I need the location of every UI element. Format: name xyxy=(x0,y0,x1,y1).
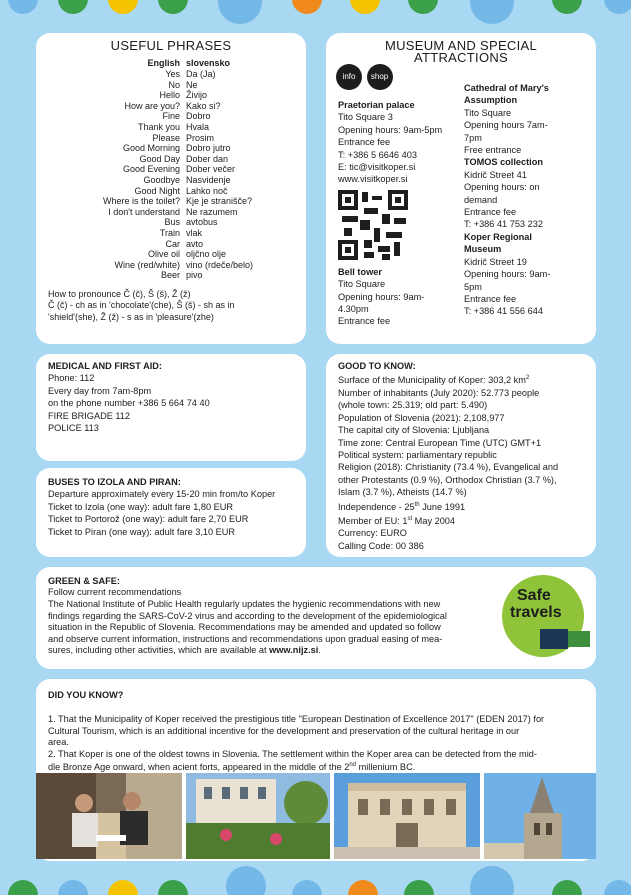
cathedral-details xyxy=(464,107,584,157)
detail-line: Time zone: Central European Time (UTC) GMT+1 xyxy=(338,437,542,448)
detail-line: Opening hours: on xyxy=(464,182,540,193)
phrase-english: Bus xyxy=(164,217,180,228)
detail-line: Ticket to Portorož (one way): adult fare 2,70 EUR xyxy=(48,514,249,525)
decor-dot xyxy=(292,880,322,895)
green-last-dot: . xyxy=(318,645,321,656)
green-title: GREEN & SAFE: xyxy=(48,576,120,586)
pronunciation-note xyxy=(48,289,294,323)
detail-line: Ticket to Piran (one way): adult fare 3,10 EUR xyxy=(48,526,236,537)
medical-card xyxy=(36,354,306,461)
detail-line: 7pm xyxy=(464,132,482,143)
detail-line: T: +386 41 556 644 xyxy=(464,306,543,317)
photo-cafe-couple xyxy=(36,773,182,859)
detail-line: Entrance fee xyxy=(338,316,391,327)
detail-line: The capital city of Slovenia: Ljubljana xyxy=(338,425,490,436)
safe-travels-badge xyxy=(502,575,584,657)
decor-dot xyxy=(404,880,434,895)
cathedral-name xyxy=(464,82,584,107)
good-surface xyxy=(338,372,584,386)
detail-line: Entrance fee xyxy=(464,207,517,218)
detail-line: Islam (3.7 %), Atheists (14.7 %) xyxy=(338,487,467,498)
detail-line: Population of Slovenia (2021): 2,108,977 xyxy=(338,412,505,423)
didyou-p2-end: millenium BC. xyxy=(356,762,416,773)
decor-dot xyxy=(292,0,322,14)
decor-dot xyxy=(470,0,514,24)
detail-line: E: tic@visitkoper.si xyxy=(338,162,416,173)
detail-line: Entrance fee xyxy=(464,293,517,304)
detail-line: 4.30pm xyxy=(338,304,369,315)
safe-travels-line2: travels xyxy=(510,604,562,621)
decor-dot xyxy=(552,0,582,14)
decor-dot xyxy=(158,880,188,895)
phrases-title: USEFUL PHRASES xyxy=(110,38,232,53)
didyou-point-1 xyxy=(48,714,584,748)
phrase-english: Please xyxy=(152,132,180,143)
detail-line: Number of inhabitants (July 2020): 52.773 people xyxy=(338,387,540,398)
didyou-p2-sup: nd xyxy=(349,762,357,769)
good-eu xyxy=(338,513,584,527)
detail-line: (whole town: 25.319; old part: 5.490) xyxy=(338,400,488,411)
buses-details xyxy=(48,488,294,538)
decor-dot xyxy=(58,0,88,14)
phrase-slovene: Nasvidenje xyxy=(186,174,231,185)
photo-garden-palace xyxy=(186,773,330,859)
detail-line: www.visitkoper.si xyxy=(338,174,408,185)
detail-line: Tito Square xyxy=(338,279,386,290)
useful-phrases-card xyxy=(36,33,306,344)
detail-line: POLICE 113 xyxy=(48,423,99,434)
decor-dot xyxy=(108,880,138,895)
phrase-slovene: Kje je stranišče? xyxy=(186,196,253,207)
phrase-slovene: avto xyxy=(186,238,204,249)
phrase-slovene: Da (Ja) xyxy=(186,69,216,79)
phrase-slovene: Ne xyxy=(186,79,198,90)
phrase-slovene: Hvala xyxy=(186,121,210,132)
phrase-english: Fine xyxy=(162,111,180,122)
detail-line: Cultural Tourism, which is an additional incentive for the development and preservation of the cultural heritage in our xyxy=(48,725,520,736)
detail-line: Phone: 112 xyxy=(48,373,95,384)
independence-date: June 1991 xyxy=(419,501,466,512)
phrase-slovene: Dobro xyxy=(186,111,211,122)
detail-line: demand xyxy=(464,194,498,205)
green-last-text: sures, including other activities, which are available at xyxy=(48,645,270,656)
detail-line: T: +386 5 6646 403 xyxy=(338,149,417,160)
phrase-slovene: vlak xyxy=(186,227,203,238)
phrase-english: Thank you xyxy=(137,121,180,132)
eu-sup: st xyxy=(407,516,413,522)
pronunciation-line: 'shield'(she), Ž (ž) - s as in 'pleasure'(zhe) xyxy=(48,311,214,322)
didyou-point-2 xyxy=(48,749,584,774)
tomos-collection-details xyxy=(464,169,584,231)
surface-sup: 2 xyxy=(525,375,530,382)
phrase-slovene: Živijo xyxy=(186,90,208,101)
decor-dot xyxy=(350,0,380,14)
phrase-english: No xyxy=(168,79,180,90)
detail-line: findings regarding the SARS-CoV-2 virus and according to the development of the epidemiological xyxy=(48,610,447,621)
detail-line: other Protestants (0.9 %), Orthodox Christian (3.7 %), xyxy=(338,474,557,485)
phrase-english: Good Evening xyxy=(122,164,180,175)
detail-line: Every day from 7am-8pm xyxy=(48,385,152,396)
phrase-slovene: Prosim xyxy=(186,132,215,143)
good-title: GOOD TO KNOW: xyxy=(338,361,416,371)
phrase-slovene: vino (rdeče/belo) xyxy=(186,259,254,270)
slovenia-logo xyxy=(568,631,590,647)
detail-line: Tito Square 3 xyxy=(338,112,393,123)
eu-text: Member of EU: 1 xyxy=(338,516,408,527)
decor-dot xyxy=(108,0,138,14)
decor-dot xyxy=(226,866,266,895)
qr-code xyxy=(338,190,408,260)
info-badge: info xyxy=(336,64,362,90)
didyou-p2-line2 xyxy=(48,760,584,773)
eu-date: May 2004 xyxy=(412,516,456,527)
photo-bell-tower xyxy=(484,773,596,859)
didyou-title: DID YOU KNOW? xyxy=(48,690,124,700)
phrase-slovene: Lahko noč xyxy=(186,185,228,196)
detail-line: Kidrič Street 19 xyxy=(464,256,527,267)
detail-line: Opening hours 7am- xyxy=(464,120,548,131)
detail-line: Follow current recommendations xyxy=(48,587,182,598)
museum-col-right xyxy=(464,82,584,318)
good-details-a xyxy=(338,387,584,499)
museum-card xyxy=(326,33,596,344)
decor-dot xyxy=(470,866,514,895)
buses-title: BUSES TO IZOLA AND PIRAN: xyxy=(48,477,181,487)
detail-line: FIRE BRIGADE 112 xyxy=(48,410,131,421)
phrase-english: Wine (red/white) xyxy=(114,259,180,270)
bell-tower-details xyxy=(338,278,456,328)
detail-line: situation in the Republic of Slovenia. Recommendations may be amended and updated so follow xyxy=(48,622,441,633)
good-to-know-card xyxy=(326,354,596,557)
detail-line: Kidrič Street 41 xyxy=(464,169,527,180)
detail-line: 5pm xyxy=(464,281,482,292)
regional-museum-name xyxy=(464,231,584,256)
phrase-slovene: oljčno olje xyxy=(186,249,227,260)
name-line: Museum xyxy=(464,244,502,255)
detail-line: area. xyxy=(48,737,69,748)
detail-line: Religion (2018): Christianity (73.4 %), Evangelical and xyxy=(338,462,559,473)
phrase-english: Where is the toilet? xyxy=(102,196,180,207)
phrase-english: Goodbye xyxy=(143,174,180,185)
buses-card xyxy=(36,468,306,557)
decor-dot xyxy=(218,0,262,24)
decor-dot xyxy=(58,880,88,895)
phrase-slovene: Ne razumem xyxy=(186,206,238,217)
detail-line: Currency: EURO xyxy=(338,528,407,539)
detail-line: Entrance fee xyxy=(338,137,391,148)
praetorian-palace-details xyxy=(338,111,456,185)
detail-line: on the phone number +386 5 664 74 40 xyxy=(48,398,210,409)
detail-line: Calling Code: 00 386 xyxy=(338,540,424,551)
green-last-line xyxy=(48,645,584,657)
independence-text: Independence - 25 xyxy=(338,501,415,512)
decor-dot xyxy=(408,0,438,14)
phrases-table xyxy=(48,58,294,280)
good-independence xyxy=(338,499,584,513)
didyou-p2-line1: 2. That Koper is one of the oldest towns in Slovenia. The settlement within the Koper area can be detected from the mid- xyxy=(48,748,537,759)
decor-dot xyxy=(604,0,631,14)
phrase-english: Yes xyxy=(165,69,180,79)
detail-line: Departure approximately every 15-20 min from/to Koper xyxy=(48,489,276,500)
detail-line: Political system: parliamentary republic xyxy=(338,449,497,460)
museum-title: MUSEUM AND SPECIAL ATTRACTIONS xyxy=(384,38,538,66)
good-details-b xyxy=(338,527,584,552)
surface-text: Surface of the Municipality of Koper: 303,2 km xyxy=(338,375,526,386)
phrase-english: How are you? xyxy=(124,100,180,111)
decor-dot xyxy=(158,0,188,14)
independence-sup: th xyxy=(414,501,420,508)
phrase-slovene: Dobro jutro xyxy=(186,143,231,154)
phrase-english: Car xyxy=(165,238,180,249)
museum-col-left xyxy=(338,99,456,328)
name-line: Assumption xyxy=(464,95,518,106)
tomos-collection-name: TOMOS collection xyxy=(464,157,543,168)
regional-museum-details xyxy=(464,256,584,318)
decor-dot xyxy=(348,880,378,895)
phrase-english: I don't understand xyxy=(108,206,180,217)
decor-dot xyxy=(604,880,631,895)
phrase-english: Beer xyxy=(160,270,180,281)
pronunciation-line: How to pronounce Č (č), Š (š), Ž (ž) xyxy=(48,288,191,299)
bell-tower-name: Bell tower xyxy=(338,266,382,277)
detail-line: Opening hours: 9am- xyxy=(338,291,425,302)
phrase-english: Good Day xyxy=(139,153,180,164)
detail-line: 1. That the Municipality of Koper received the prestigious title "European Destination of Excellence 2017" (EDEN 2017) for xyxy=(48,714,545,725)
museum-badges xyxy=(336,64,395,90)
name-line: Cathedral of Mary's xyxy=(464,83,549,93)
medical-details xyxy=(48,372,294,434)
safe-travels-line1: Safe xyxy=(517,587,551,604)
detail-line: Tito Square xyxy=(464,107,512,118)
detail-line: T: +386 41 753 232 xyxy=(464,219,543,230)
phrase-slovene: Dober večer xyxy=(186,164,236,175)
phrase-slovene: Dober dan xyxy=(186,153,229,164)
name-line: Koper Regional xyxy=(464,231,532,242)
wttc-logo xyxy=(540,629,568,649)
detail-line: and observe current information, instructions and recommendations upon gradual easing of mea- xyxy=(48,633,443,644)
decor-dot xyxy=(552,880,582,895)
nijz-link[interactable]: www.nijz.si xyxy=(269,645,319,656)
didyou-p2-text: dle Bronze Age onward, when acient forts, appeared in the middle of the 2 xyxy=(48,762,350,773)
detail-line: The National Institute of Public Health regularly updates the hygienic recommendations with new xyxy=(48,599,441,609)
phrase-slovene: pivo xyxy=(186,270,203,281)
praetorian-palace-name: Praetorian palace xyxy=(338,100,415,110)
medical-title: MEDICAL AND FIRST AID: xyxy=(48,361,162,371)
phrases-header-slovene: slovensko xyxy=(186,58,231,69)
phrase-english: Good Morning xyxy=(122,143,180,154)
photo-praetorian-palace xyxy=(334,773,480,859)
phrases-header-english: English xyxy=(147,58,180,69)
detail-line: Ticket to Izola (one way): adult fare 1,80 EUR xyxy=(48,501,234,512)
phrase-english: Hello xyxy=(159,90,180,101)
detail-line: Opening hours: 9am- xyxy=(464,269,551,280)
phrase-english: Olive oil xyxy=(147,249,180,260)
phrase-english: Good Night xyxy=(134,185,180,196)
detail-line: Free entrance xyxy=(464,145,522,156)
decor-dot xyxy=(8,0,38,14)
pronunciation-line: Č (č) - ch as in 'chocolate'(che), Š (š) - sh as in xyxy=(48,300,235,311)
shop-badge: shop xyxy=(367,64,393,90)
phrase-slovene: avtobus xyxy=(186,217,218,228)
detail-line: Opening hours: 9am-5pm xyxy=(338,124,443,135)
decor-dot xyxy=(8,880,38,895)
phrase-slovene: Kako si? xyxy=(186,100,221,111)
phrase-english: Train xyxy=(159,227,180,238)
